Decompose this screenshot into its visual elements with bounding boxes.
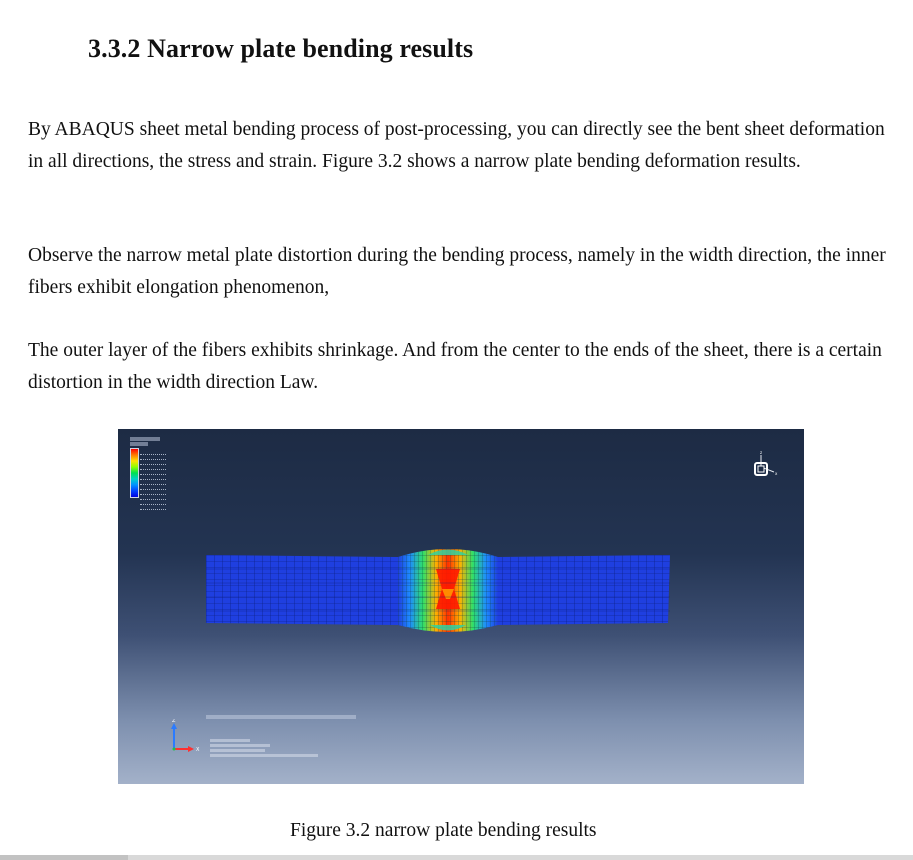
svg-text:x: x: [775, 471, 778, 476]
odb-info-line: [206, 715, 356, 719]
horizontal-scrollbar[interactable]: [0, 855, 913, 860]
simulation-figure: [118, 429, 804, 784]
step-info-block: [210, 739, 320, 759]
axis-x-label: X: [196, 747, 200, 753]
axis-triad-icon: [164, 719, 204, 759]
axis-z-label: Z: [172, 719, 176, 724]
paragraph-observation: Observe the narrow metal plate distortion during the bending process, namely in the width direction, the inner fibers exhibit elongation phenomenon,: [28, 245, 886, 298]
figure-caption: Figure 3.2 narrow plate bending results: [290, 820, 597, 841]
paragraph-outer-layer: The outer layer of the fibers exhibits shrinkage. And from the center to the ends of the sheet, there is a certain distortion in the width direction Law.: [28, 340, 882, 391]
section-heading: 3.3.2 Narrow plate bending results: [88, 34, 474, 63]
scrollbar-thumb[interactable]: [0, 855, 128, 860]
bent-plate-mesh: [118, 429, 804, 784]
svg-text:z: z: [760, 450, 763, 455]
paragraph-intro: By ABAQUS sheet metal bending process of post-processing, you can directly see the bent sheet deformation in all directions, the stress and strain. Figure 3.2 shows a narrow plate bending deformation results.: [28, 119, 885, 172]
